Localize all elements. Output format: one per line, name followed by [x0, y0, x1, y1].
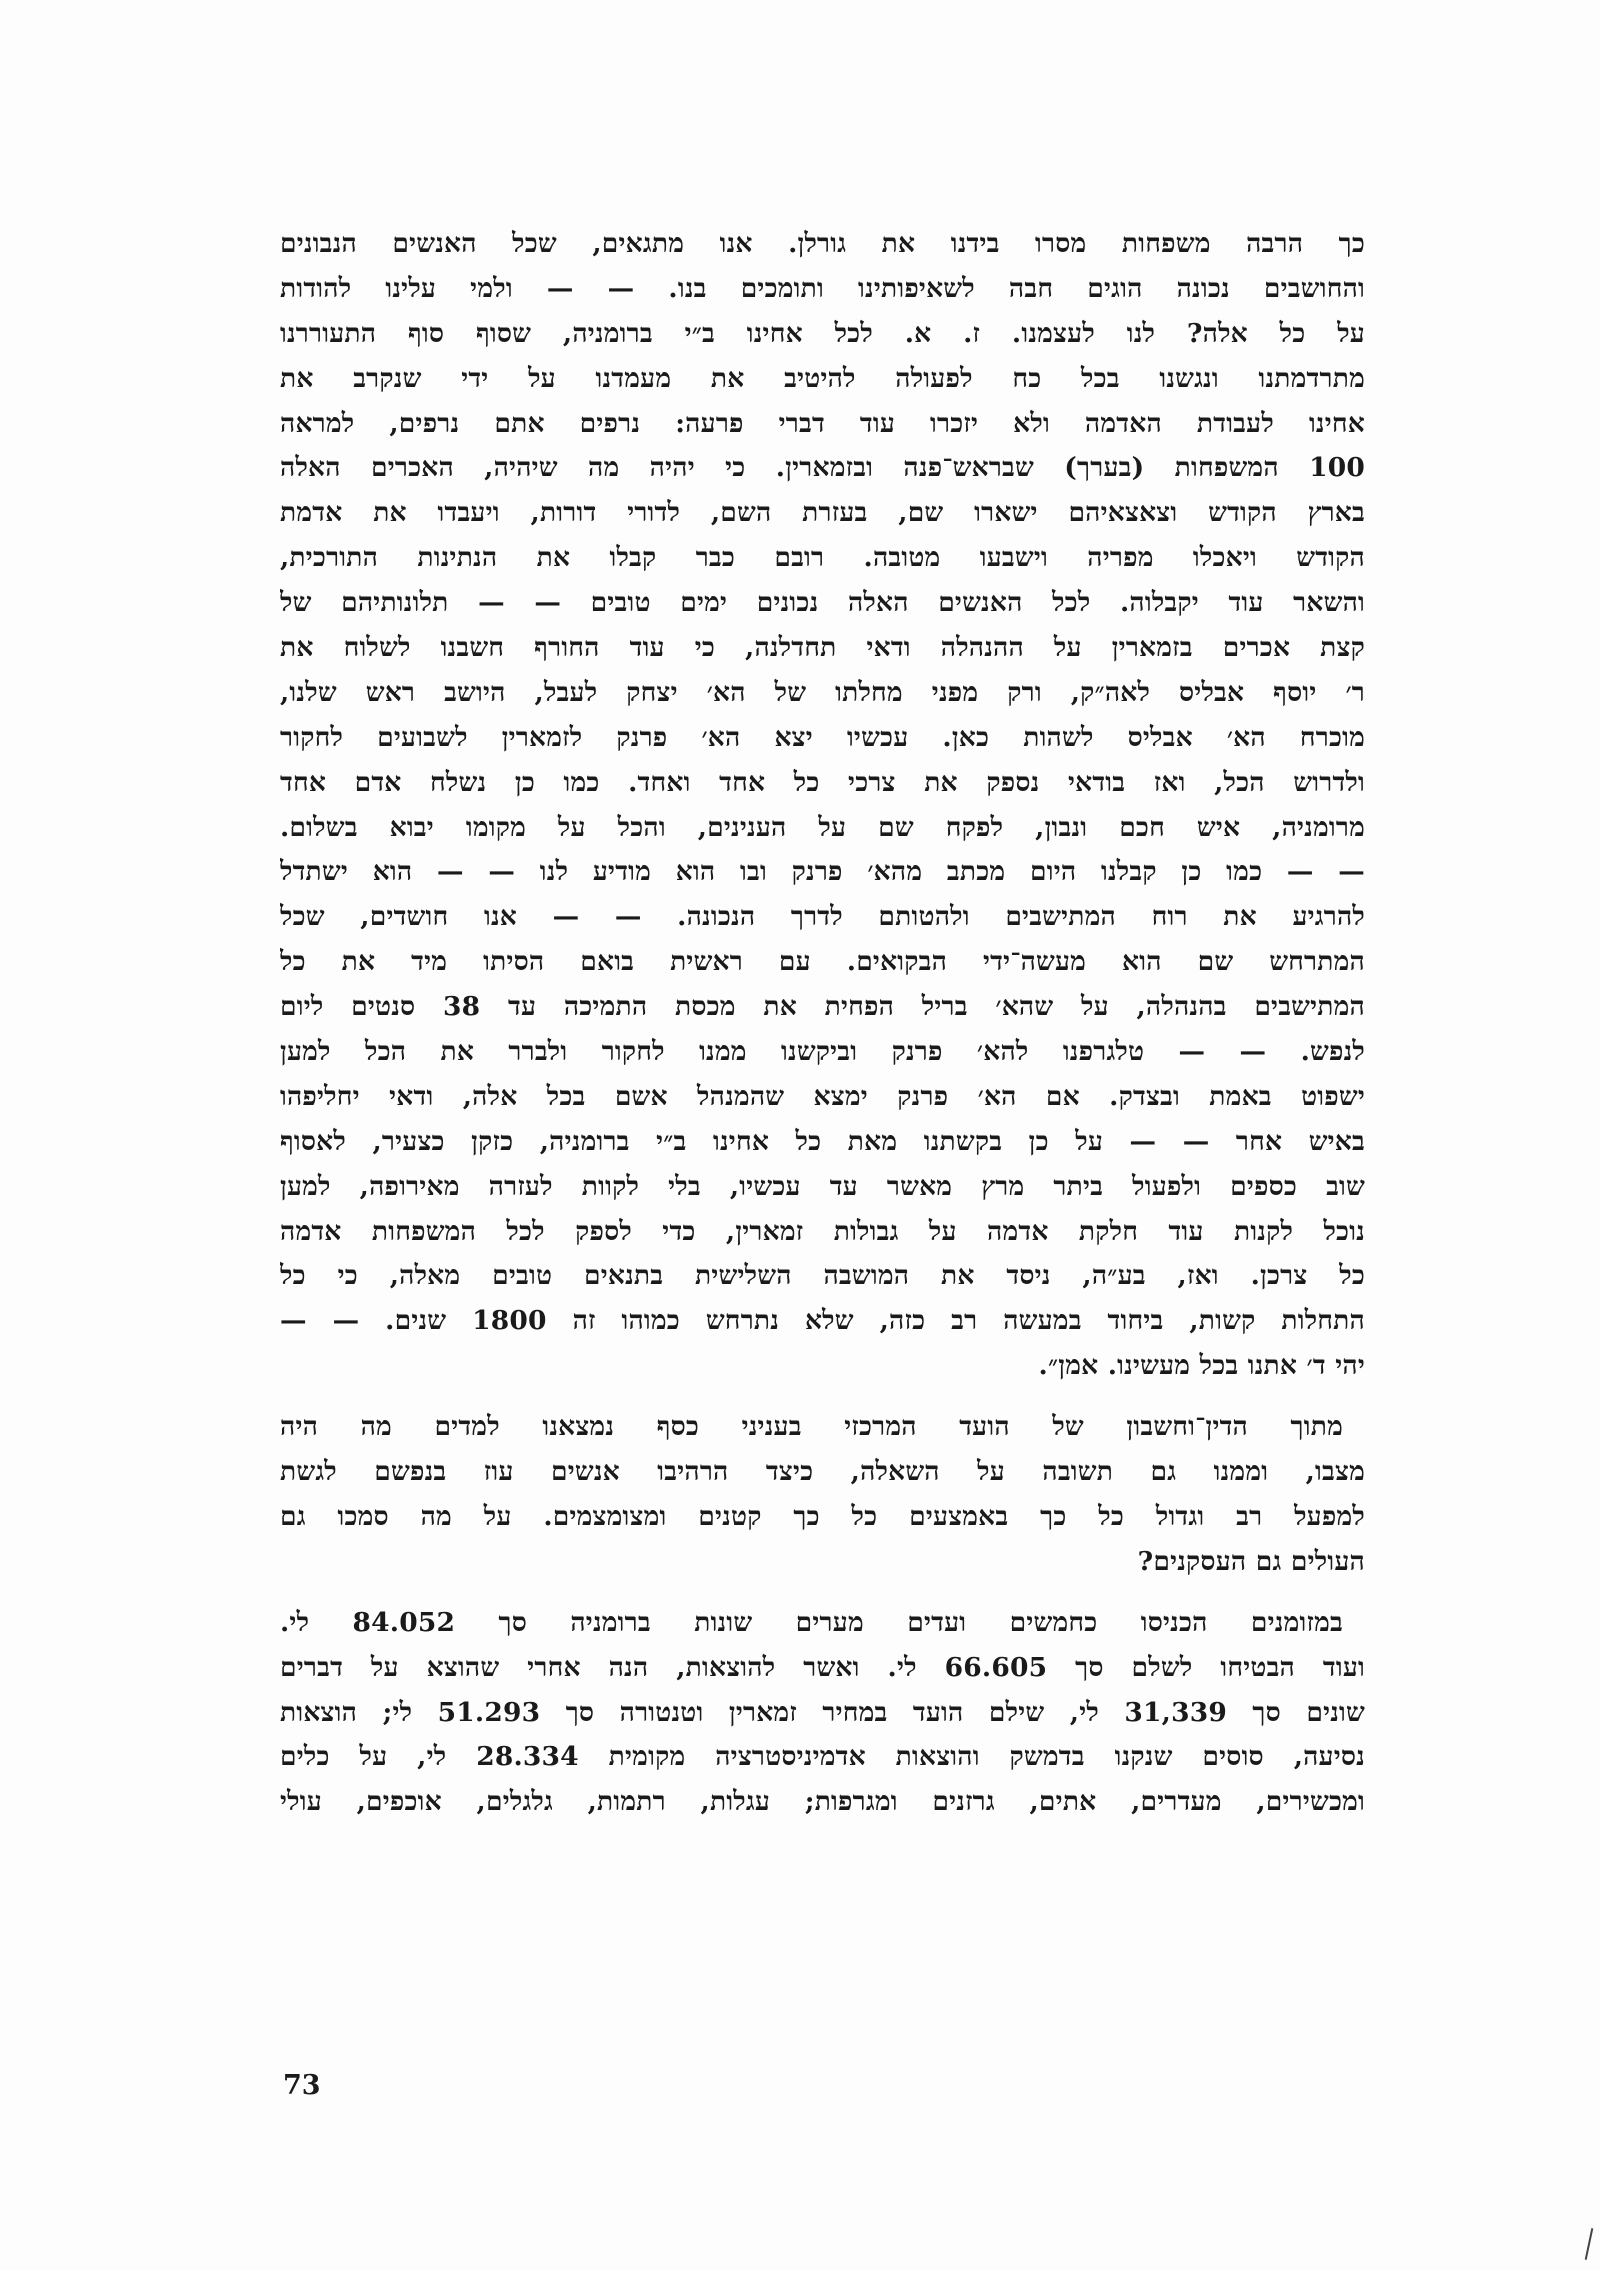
text-line: קצת אכרים בזמארין על ההנהלה ודאי תחדלנה, כי עוד החורף חשבנו לשלוח את — [280, 632, 1365, 664]
text-line: לנפש. — — טלגרפנו להא׳ פרנק וביקשנו ממנו לחקור ולברר את הכל למען — [280, 1036, 1365, 1068]
text-line: — — כמו כן קבלנו היום מכתב מהא׳ פרנק ובו הוא מודיע לנו — — הוא ישתדל — [280, 856, 1365, 888]
text-line: המתישבים בהנהלה, על שהא׳ בריל הפחית את מכסת התמיכה עד 38 סנטים ליום — [280, 991, 1365, 1023]
text-line: מרומניה, איש חכם ונבון, לפקח שם על הענינים, והכל על מקומו יבוא בשלום. — [280, 811, 1365, 843]
text-line: הקודש ויאכלו מפריה וישבעו מטובה. רובם כבר קבלו את הנתינות התורכית, — [280, 542, 1365, 574]
body-text — [280, 222, 1365, 1825]
text-line: מוכרח הא׳ אבליס לשהות כאן. עכשיו יצא הא׳ פרנק לזמארין לשבועים לחקור — [280, 721, 1365, 753]
paragraph-2 — [280, 1405, 1365, 1585]
paragraph-gap — [280, 1389, 1365, 1405]
text-line: העולים גם העסקנים? — [1137, 1545, 1365, 1577]
text-line: ולדרוש הכל, ואז בודאי נספק את צרכי כל אחד ואחד. כמו כן נשלח אדם אחד — [280, 766, 1365, 798]
text-line: והחושבים נכונה הוגים חבה לשאיפותינו ותומכים בנו. — — ולמי עלינו להודות — [280, 272, 1365, 304]
text-line: מתרדמתנו ונגשנו בכל כח לפעולה להיטיב את מעמדנו על ידי שנקרב את — [280, 362, 1365, 394]
text-line: כל צרכן. ואז, בע״ה, ניסד את המושבה השלישית בתנאים טובים מאלה, כי כל — [280, 1260, 1365, 1292]
paragraph-3 — [280, 1601, 1365, 1825]
page-number: 73 — [283, 2070, 321, 2101]
text-line: והשאר עוד יקבלוה. לכל האנשים האלה נכונים ימים טובים — — תלונותיהם של — [280, 587, 1365, 619]
paragraph-gap — [280, 1585, 1365, 1601]
text-line: ישפוט באמת ובצדק. אם הא׳ פרנק ימצא שהמנהל אשם בכל אלה, ודאי יחליפהו — [280, 1080, 1365, 1112]
text-line: שונים סך 31,339 לי, שילם הועד במחיר זמארין וטנטורה סך 51.293 לי; הוצאות — [280, 1696, 1365, 1728]
text-line: ומכשירים, מעדרים, אתים, גרזנים ומגרפות; עגלות, רתמות, גלגלים, אוכפים, עולי — [280, 1786, 1365, 1818]
text-line: ר׳ יוסף אבליס לאה״ק, ורק מפני מחלתו של הא׳ יצחק לעבל, היושב ראש שלנו, — [280, 676, 1365, 708]
text-line: כך הרבה משפחות מסרו בידנו את גורלן. אנו מתגאים, שכל האנשים הנבונים — [280, 228, 1365, 259]
text-line: להרגיע את רוח המתישבים ולהטותם לדרך הנכונה. — — אנו חושדים, שכל — [280, 901, 1365, 933]
text-line: נוכל לקנות עוד חלקת אדמה על גבולות זמארין, כדי לספק לכל המשפחות אדמה — [280, 1215, 1365, 1247]
text-line: באיש אחר — — על כן בקשתנו מאת כל אחינו ב״י ברומניה, כזקן כצעיר, לאסוף — [280, 1125, 1365, 1157]
text-line: אחינו לעבודת האדמה ולא יזכרו עוד דברי פרעה: נרפים אתם נרפים, למראה — [280, 407, 1365, 439]
text-line: מתוך הדין־וחשבון של הועד המרכזי בעניני כסף נמצאנו למדים מה היה — [280, 1411, 1343, 1443]
text-line: בארץ הקודש וצאצאיהם ישארו שם, בעזרת השם, לדורי דורות, ויעבדו את אדמת — [280, 497, 1365, 529]
text-line: מצבו, וממנו גם תשובה על השאלה, כיצד הרהיבו אנשים עוז בנפשם לגשת — [280, 1456, 1365, 1488]
text-line: יהי ד׳ אתנו בכל מעשינו. אמן״. — [1038, 1350, 1365, 1382]
text-line: התחלות קשות, ביחוד במעשה רב כזה, שלא נתרחש כמוהו זה 1800 שנים. — — — [280, 1305, 1365, 1337]
text-line: על כל אלה? לנו לעצמנו. ז. א. לכל אחינו ב״י ברומניה, שסוף סוף התעוררנו — [280, 317, 1365, 349]
text-line: למפעל רב וגדול כל כך באמצעים כל כך קטנים ומצומצמים. על מה סמכו גם — [280, 1500, 1365, 1532]
text-line: במזומנים הכניסו כחמשים ועדים מערים שונות ברומניה סך 84.052 לי. — [280, 1606, 1343, 1638]
scan-edge-mark — [1585, 2228, 1594, 2260]
text-line: 100 המשפחות (בערך) שבראש־פנה ובזמארין. כי יהיה מה שיהיה, האכרים האלה — [280, 452, 1365, 484]
text-line: נסיעה, סוסים שנקנו בדמשק והוצאות אדמיניסטרציה מקומית 28.334 לי, על כלים — [280, 1741, 1365, 1773]
text-line: שוב כספים ולפעול ביתר מרץ מאשר עד עכשיו, בלי לקוות לעזרה מאירופה, למען — [280, 1170, 1365, 1202]
text-line: המתרחש שם הוא מעשה־ידי הבקואים. עם ראשית בואם הסיתו מיד את כל — [280, 946, 1365, 978]
text-line: ועוד הבטיחו לשלם סך 66.605 לי. ואשר להוצאות, הנה אחרי שהוצא על דברים — [280, 1651, 1365, 1683]
paragraph-1 — [280, 222, 1365, 1389]
